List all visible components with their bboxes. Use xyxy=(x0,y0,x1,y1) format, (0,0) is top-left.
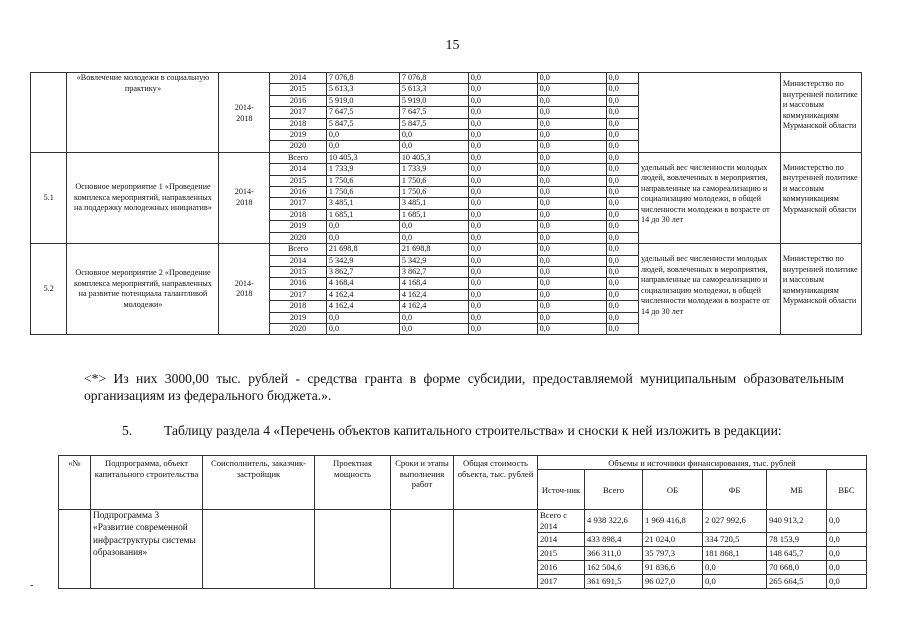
value-regional: 0,0 xyxy=(399,221,468,232)
year-cell: 2020 xyxy=(270,232,327,243)
value-federal: 0,0 xyxy=(468,152,537,163)
header-total: Всего xyxy=(585,469,643,509)
value-municipal: 0,0 xyxy=(537,301,606,312)
value-fb: 0,0 xyxy=(703,574,767,588)
value-municipal: 0,0 xyxy=(537,209,606,220)
value-total: 0,0 xyxy=(326,323,399,334)
value-total: 366 311,0 xyxy=(585,546,643,560)
value-federal: 0,0 xyxy=(468,118,537,129)
value-regional: 5 919,0 xyxy=(399,95,468,106)
year-cell: 2020 xyxy=(270,323,327,334)
value-municipal: 0,0 xyxy=(537,278,606,289)
value-municipal: 0,0 xyxy=(537,187,606,198)
year-cell: 2018 xyxy=(270,118,327,129)
period: 2014- 2018 xyxy=(219,73,270,153)
value-federal: 0,0 xyxy=(468,244,537,255)
value-federal: 0,0 xyxy=(468,141,537,152)
value-total: 0,0 xyxy=(326,312,399,323)
value-total: 0,0 xyxy=(326,141,399,152)
value-federal: 0,0 xyxy=(468,289,537,300)
value-regional: 0,0 xyxy=(399,232,468,243)
value-vbs: 0,0 xyxy=(827,532,867,546)
indicator: удельный вес численности молодых людей, вовлеченных в мероприятия, направленные на самореализацию и социализацию молодежи, в общей численности молодежи в возрасте от 14 до 30 лет xyxy=(638,244,780,335)
value-other: 0,0 xyxy=(606,323,638,334)
value-regional: 3 485,1 xyxy=(399,198,468,209)
table-row xyxy=(31,244,862,255)
value-mb: 265 664,5 xyxy=(767,574,827,588)
year-cell: Всего xyxy=(270,152,327,163)
executor: Министерство по внутренней политике и массовым коммуникациям Мурманской области xyxy=(780,73,861,153)
coexecutor-cell xyxy=(203,509,315,588)
value-total: 361 691,5 xyxy=(585,574,643,588)
value-mb: 940 913,2 xyxy=(767,509,827,532)
value-other: 0,0 xyxy=(606,232,638,243)
value-federal: 0,0 xyxy=(468,278,537,289)
value-regional: 4 162,4 xyxy=(399,289,468,300)
year-cell: 2018 xyxy=(270,209,327,220)
value-ob: 21 024,0 xyxy=(643,532,703,546)
value-other: 0,0 xyxy=(606,198,638,209)
value-ob: 1 969 416,8 xyxy=(643,509,703,532)
value-regional: 5 342,9 xyxy=(399,255,468,266)
period: 2014- 2018 xyxy=(219,244,270,335)
year-cell: 2020 xyxy=(270,141,327,152)
value-fb: 181 868,1 xyxy=(703,546,767,560)
year-cell: 2015 xyxy=(270,175,327,186)
value-total: 3 862,7 xyxy=(326,266,399,277)
year-cell: 2018 xyxy=(270,301,327,312)
stages-cell xyxy=(391,509,454,588)
value-total: 4 162,4 xyxy=(326,289,399,300)
value-fb: 334 720,5 xyxy=(703,532,767,546)
value-total: 0,0 xyxy=(326,232,399,243)
value-regional: 1 685,1 xyxy=(399,209,468,220)
value-other: 0,0 xyxy=(606,164,638,175)
value-fb: 2 027 992,6 xyxy=(703,509,767,532)
source-cell: Всего с 2014 xyxy=(538,509,585,532)
value-municipal: 0,0 xyxy=(537,84,606,95)
value-other: 0,0 xyxy=(606,95,638,106)
value-other: 0,0 xyxy=(606,187,638,198)
value-regional: 1 733,9 xyxy=(399,164,468,175)
year-cell: 2016 xyxy=(270,95,327,106)
indicator: удельный вес численности молодых людей, вовлеченных в мероприятия, направленные на самореализацию и социализацию молодежи, в общей численности молодежи в возрасте от 14 до 30 лет xyxy=(638,152,780,243)
value-municipal: 0,0 xyxy=(537,323,606,334)
subprogram-name: Подпрограмма 3 «Развитие современной инфраструктуры системы образования» xyxy=(91,509,203,588)
source-cell: 2015 xyxy=(538,546,585,560)
footnote: <*> Из них 3000,00 тыс. рублей - средства гранта в форме субсидии, предоставляемой муниципальным образовательным организациям из федерального бюджета.». xyxy=(84,371,844,403)
indicator xyxy=(638,73,780,153)
value-federal: 0,0 xyxy=(468,107,537,118)
value-ob: 35 797,3 xyxy=(643,546,703,560)
item-number: 5. xyxy=(122,423,133,438)
value-ob: 91 836,6 xyxy=(643,560,703,574)
item-5 xyxy=(122,423,782,439)
value-total: 0,0 xyxy=(326,221,399,232)
value-vbs: 0,0 xyxy=(827,546,867,560)
value-total: 0,0 xyxy=(326,130,399,141)
value-other: 0,0 xyxy=(606,152,638,163)
year-cell: 2014 xyxy=(270,164,327,175)
value-vbs: 0,0 xyxy=(827,509,867,532)
value-other: 0,0 xyxy=(606,209,638,220)
value-total: 5 613,3 xyxy=(326,84,399,95)
value-regional: 1 750,6 xyxy=(399,187,468,198)
value-regional: 0,0 xyxy=(399,130,468,141)
header-source: Источ-ник xyxy=(538,469,585,509)
value-federal: 0,0 xyxy=(468,266,537,277)
year-cell: 2017 xyxy=(270,198,327,209)
value-regional: 7 076,8 xyxy=(399,73,468,84)
value-municipal: 0,0 xyxy=(537,73,606,84)
value-municipal: 0,0 xyxy=(537,164,606,175)
value-municipal: 0,0 xyxy=(537,95,606,106)
header-stages: Сроки и этапы выполнения работ xyxy=(391,456,454,510)
value-federal: 0,0 xyxy=(468,95,537,106)
value-federal: 0,0 xyxy=(468,187,537,198)
value-total: 1 750,6 xyxy=(326,187,399,198)
value-municipal: 0,0 xyxy=(537,175,606,186)
capacity-cell xyxy=(315,509,391,588)
value-total: 433 898,4 xyxy=(585,532,643,546)
cost-cell xyxy=(454,509,538,588)
value-total: 4 168,4 xyxy=(326,278,399,289)
year-cell: 2019 xyxy=(270,130,327,141)
source-cell: 2016 xyxy=(538,560,585,574)
value-total: 5 919,0 xyxy=(326,95,399,106)
value-regional: 0,0 xyxy=(399,141,468,152)
value-other: 0,0 xyxy=(606,118,638,129)
value-total: 4 938 322,6 xyxy=(585,509,643,532)
value-mb: 70 668,0 xyxy=(767,560,827,574)
activity-name: Основное мероприятие 1 «Проведение комплекса мероприятий, направленных на поддержку молодежных инициатив» xyxy=(67,152,219,243)
value-vbs: 0,0 xyxy=(827,574,867,588)
header-vbs: ВБС xyxy=(827,469,867,509)
margin-mark: - xyxy=(30,580,34,591)
row-number: 5.2 xyxy=(31,244,67,335)
value-regional: 7 647,5 xyxy=(399,107,468,118)
header-fb: ФБ xyxy=(703,469,767,509)
value-federal: 0,0 xyxy=(468,198,537,209)
value-municipal: 0,0 xyxy=(537,130,606,141)
year-cell: Всего xyxy=(270,244,327,255)
value-total: 5 342,9 xyxy=(326,255,399,266)
value-other: 0,0 xyxy=(606,278,638,289)
period: 2014- 2018 xyxy=(219,152,270,243)
value-regional: 5 847,5 xyxy=(399,118,468,129)
page-number: 15 xyxy=(445,38,460,53)
year-cell: 2019 xyxy=(270,221,327,232)
value-regional: 4 168,4 xyxy=(399,278,468,289)
header-coexecutor: Соисполнитель, заказчик-застройщик xyxy=(203,456,315,510)
value-regional: 4 162,4 xyxy=(399,301,468,312)
year-cell: 2014 xyxy=(270,255,327,266)
value-fb: 0,0 xyxy=(703,560,767,574)
value-municipal: 0,0 xyxy=(537,198,606,209)
value-municipal: 0,0 xyxy=(537,152,606,163)
value-mb: 78 153,9 xyxy=(767,532,827,546)
value-municipal: 0,0 xyxy=(537,312,606,323)
year-cell: 2019 xyxy=(270,312,327,323)
row-number xyxy=(31,73,67,153)
value-municipal: 0,0 xyxy=(537,266,606,277)
value-federal: 0,0 xyxy=(468,323,537,334)
value-municipal: 0,0 xyxy=(537,255,606,266)
value-regional: 10 405,3 xyxy=(399,152,468,163)
value-other: 0,0 xyxy=(606,301,638,312)
executor: Министерство по внутренней политике и массовым коммуникациям Мурманской области xyxy=(780,244,861,335)
value-other: 0,0 xyxy=(606,312,638,323)
value-municipal: 0,0 xyxy=(537,141,606,152)
value-other: 0,0 xyxy=(606,130,638,141)
value-total: 162 504,6 xyxy=(585,560,643,574)
executor: Министерство по внутренней политике и массовым коммуникациям Мурманской области xyxy=(780,152,861,243)
value-other: 0,0 xyxy=(606,175,638,186)
value-other: 0,0 xyxy=(606,141,638,152)
value-other: 0,0 xyxy=(606,255,638,266)
source-cell: 2017 xyxy=(538,574,585,588)
value-total: 7 076,8 xyxy=(326,73,399,84)
value-mb: 148 645,7 xyxy=(767,546,827,560)
table-row xyxy=(59,509,867,532)
value-total: 10 405,3 xyxy=(326,152,399,163)
value-municipal: 0,0 xyxy=(537,244,606,255)
year-cell: 2015 xyxy=(270,84,327,95)
value-municipal: 0,0 xyxy=(537,289,606,300)
value-ob: 96 027,0 xyxy=(643,574,703,588)
value-other: 0,0 xyxy=(606,84,638,95)
value-other: 0,0 xyxy=(606,266,638,277)
item-text: Таблицу раздела 4 «Перечень объектов капитального строительства» и сноски к ней изложить в редакции: xyxy=(164,423,782,438)
value-total: 4 162,4 xyxy=(326,301,399,312)
value-other: 0,0 xyxy=(606,107,638,118)
value-total: 1 685,1 xyxy=(326,209,399,220)
row-number xyxy=(59,509,91,588)
header-mb: МБ xyxy=(767,469,827,509)
value-other: 0,0 xyxy=(606,244,638,255)
value-federal: 0,0 xyxy=(468,84,537,95)
value-federal: 0,0 xyxy=(468,164,537,175)
activity-name: «Вовлечение молодежи в социальную практику» xyxy=(67,73,219,153)
year-cell: 2017 xyxy=(270,289,327,300)
value-total: 7 647,5 xyxy=(326,107,399,118)
value-federal: 0,0 xyxy=(468,73,537,84)
value-federal: 0,0 xyxy=(468,232,537,243)
value-municipal: 0,0 xyxy=(537,118,606,129)
value-federal: 0,0 xyxy=(468,209,537,220)
value-regional: 1 750,6 xyxy=(399,175,468,186)
header-capacity: Проектная мощность xyxy=(315,456,391,510)
value-federal: 0,0 xyxy=(468,130,537,141)
header-cost: Общая стоимость объекта, тыс. рублей xyxy=(454,456,538,510)
value-municipal: 0,0 xyxy=(537,232,606,243)
value-regional: 21 698,8 xyxy=(399,244,468,255)
header-ob: ОБ xyxy=(643,469,703,509)
value-federal: 0,0 xyxy=(468,255,537,266)
year-cell: 2016 xyxy=(270,278,327,289)
year-cell: 2014 xyxy=(270,73,327,84)
table-row xyxy=(31,152,862,163)
value-other: 0,0 xyxy=(606,289,638,300)
value-total: 3 485,1 xyxy=(326,198,399,209)
value-regional: 3 862,7 xyxy=(399,266,468,277)
activity-name: Основное мероприятие 2 «Проведение комплекса мероприятий, направленных на развитие потенциала талантливой молодежи» xyxy=(67,244,219,335)
value-total: 5 847,5 xyxy=(326,118,399,129)
value-municipal: 0,0 xyxy=(537,221,606,232)
funding-table xyxy=(30,72,862,335)
value-municipal: 0,0 xyxy=(537,107,606,118)
row-number: 5.1 xyxy=(31,152,67,243)
value-total: 1 750,6 xyxy=(326,175,399,186)
value-federal: 0,0 xyxy=(468,301,537,312)
value-regional: 0,0 xyxy=(399,323,468,334)
year-cell: 2015 xyxy=(270,266,327,277)
header-num: «№ xyxy=(59,456,91,510)
source-cell: 2014 xyxy=(538,532,585,546)
header-funding: Объемы и источники финансирования, тыс. рублей xyxy=(538,456,867,470)
value-regional: 0,0 xyxy=(399,312,468,323)
value-total: 21 698,8 xyxy=(326,244,399,255)
year-cell: 2017 xyxy=(270,107,327,118)
value-federal: 0,0 xyxy=(468,175,537,186)
value-other: 0,0 xyxy=(606,73,638,84)
capital-construction-table xyxy=(58,455,867,589)
year-cell: 2016 xyxy=(270,187,327,198)
value-federal: 0,0 xyxy=(468,312,537,323)
header-subprogram: Подпрограмма, объект капитального строительства xyxy=(91,456,203,510)
table-row xyxy=(31,73,862,84)
value-federal: 0,0 xyxy=(468,221,537,232)
value-regional: 5 613,3 xyxy=(399,84,468,95)
value-total: 1 733,9 xyxy=(326,164,399,175)
value-vbs: 0,0 xyxy=(827,560,867,574)
value-other: 0,0 xyxy=(606,221,638,232)
